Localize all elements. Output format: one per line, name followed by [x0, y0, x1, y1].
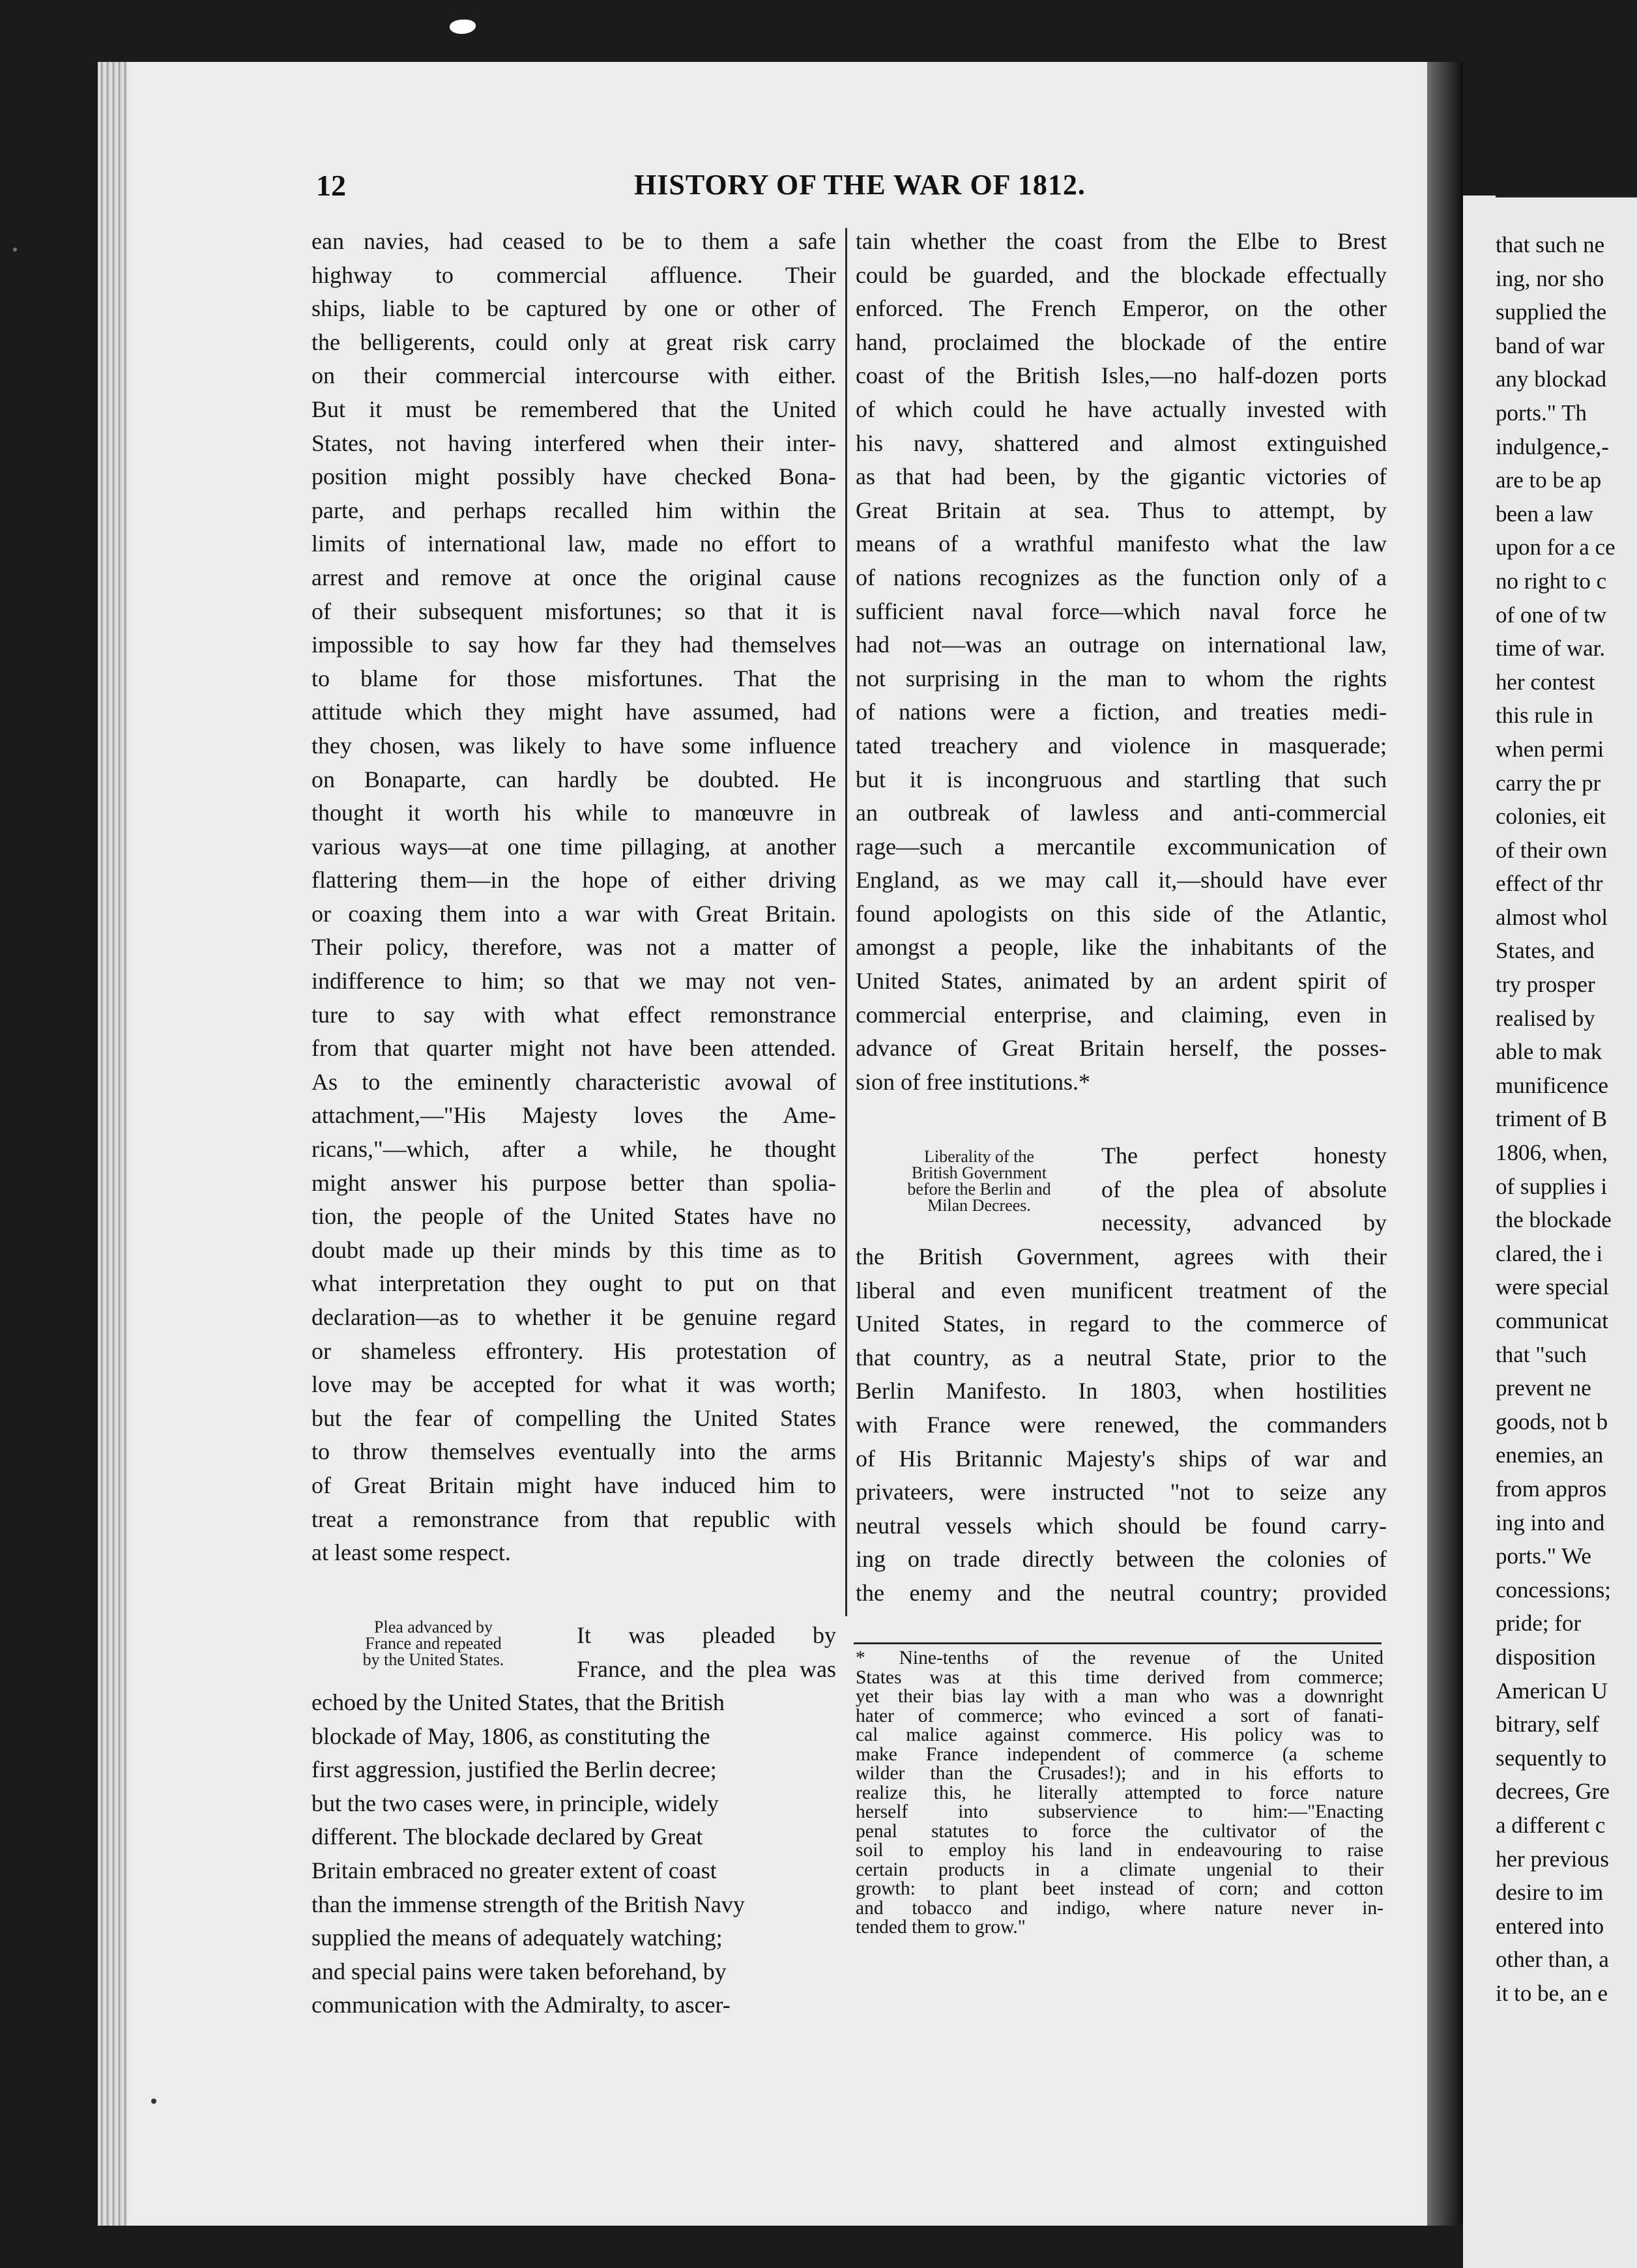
facing-page-line: no right to c	[1496, 568, 1607, 594]
text-line: neutral vessels which should be found carry-	[856, 1512, 1387, 1539]
text-line: or coaxing them into a war with Great Britain.	[311, 900, 836, 927]
text-line: hand, proclaimed the blockade of the entire	[856, 328, 1387, 355]
text-line: of their subsequent misfortunes; so that it is	[311, 598, 836, 624]
text-line: and special pains were taken beforehand, by	[311, 1958, 727, 1984]
text-line: position might possibly have checked Bona-	[311, 463, 836, 490]
text-line: to throw themselves eventually into the arms	[311, 1438, 836, 1465]
footnote-line: certain products in a climate ungenial to their	[856, 1859, 1383, 1880]
facing-page-line: of their own	[1496, 837, 1608, 863]
text-line: ships, liable to be captured by one or other of	[311, 295, 836, 322]
facing-page-line: it to be, an e	[1496, 1980, 1608, 2006]
facing-page-line: carry the pr	[1496, 770, 1601, 796]
text-line: arrest and remove at once the original cause	[311, 564, 836, 590]
footnote-line: hater of commerce; who evinced a sort of fanati-	[856, 1705, 1383, 1726]
text-line: echoed by the United States, that the British	[311, 1689, 725, 1715]
text-line: the belligerents, could only at great risk carry	[311, 328, 836, 355]
page-stack-edge	[98, 62, 127, 2226]
facing-page-line: bitrary, self	[1496, 1711, 1600, 1737]
footnote-rule	[854, 1642, 1382, 1644]
right-paragraph-start	[1101, 1139, 1387, 1240]
footnote-line: cal malice against commerce. His policy was to	[856, 1724, 1383, 1745]
text-line: parte, and perhaps recalled him within the	[311, 497, 836, 523]
text-line: different. The blockade declared by Great	[311, 1824, 703, 1850]
text-line: Their policy, therefore, was not a matter of	[311, 934, 836, 961]
text-line: commercial enterprise, and claiming, even in	[856, 1001, 1387, 1028]
text-line: could be guarded, and the blockade effectually	[856, 261, 1387, 288]
text-line: necessity, advanced by	[1101, 1210, 1387, 1236]
facing-page-line: communicat	[1496, 1308, 1609, 1333]
facing-page-line: ing, nor sho	[1496, 265, 1604, 291]
facing-page-line: States, and	[1496, 938, 1595, 964]
facing-page-line: that such ne	[1496, 232, 1605, 257]
facing-page-line: ports." We	[1496, 1543, 1591, 1569]
text-line: highway to commercial affluence. Their	[311, 261, 836, 288]
footnote-line: herself into subservience to him:—"Enacting	[856, 1801, 1383, 1822]
facing-page-line: time of war.	[1496, 635, 1606, 662]
text-line: what interpretation they ought to put on that	[311, 1270, 836, 1297]
text-line: they chosen, was likely to have some influence	[311, 732, 836, 759]
text-line: United States, in regard to the commerce of	[856, 1311, 1387, 1337]
text-line: rage—such a mercantile excommunication of	[856, 833, 1387, 860]
facing-page-line: clared, the i	[1496, 1240, 1603, 1266]
text-line: an outbreak of lawless and anti-commercial	[856, 800, 1387, 826]
facing-page-line: goods, not b	[1496, 1408, 1608, 1434]
text-line: of which could he have actually invested with	[856, 396, 1387, 422]
facing-page-line: decrees, Gre	[1496, 1779, 1610, 1805]
text-line: declaration—as to whether it be genuine regard	[311, 1304, 836, 1330]
text-line: love may be accepted for what it was worth;	[311, 1371, 836, 1398]
right-paragraph	[856, 1240, 1387, 1610]
sidenote-line: before the Berlin and	[907, 1180, 1051, 1199]
text-line: Great Britain at sea. Thus to attempt, by	[856, 497, 1387, 523]
text-line: France, and the plea was	[577, 1655, 836, 1682]
text-line: tated treachery and violence in masquerade;	[856, 732, 1387, 759]
text-line: As to the eminently characteristic avowal of	[311, 1068, 836, 1095]
running-title: HISTORY OF THE WAR OF 1812.	[634, 169, 1086, 201]
text-line: communication with the Admiralty, to ascer-	[311, 1992, 731, 2018]
text-line: attachment,—"His Majesty loves the Ame-	[311, 1102, 836, 1129]
sidenote-line: Milan Decrees.	[927, 1196, 1031, 1215]
right-sidenote	[867, 1148, 1092, 1214]
text-line: supplied the means of adequately watching;	[311, 1925, 723, 1951]
text-line: to blame for those misfortunes. That the	[311, 665, 836, 691]
facing-page-line: other than, a	[1496, 1947, 1609, 1973]
footnote-line: wilder than the Crusades!); and in his efforts to	[856, 1763, 1383, 1784]
facing-page-line: this rule in	[1496, 703, 1593, 729]
text-line: but it is incongruous and startling that such	[856, 766, 1387, 792]
facing-page-line: ports." Th	[1496, 400, 1587, 426]
text-line: that country, as a neutral State, prior to the	[856, 1344, 1387, 1371]
text-line: England, as we may call it,—should have ever	[856, 867, 1387, 894]
facing-page-text	[1463, 228, 1615, 2010]
footnote-line: realize this, he literally attempted to force nature	[856, 1782, 1383, 1803]
text-line: sufficient naval force—which naval force he	[856, 598, 1387, 624]
column-rule	[845, 228, 847, 1616]
footnote-line: growth: to plant beet instead of corn; and cotton	[856, 1878, 1383, 1899]
text-line: coast of the British Isles,—no half-dozen ports	[856, 362, 1387, 389]
text-line: at least some respect.	[311, 1539, 511, 1566]
text-line: his navy, shattered and almost extinguished	[856, 429, 1387, 456]
text-line: sion of free institutions.*	[856, 1068, 1090, 1095]
facing-page-line: indulgence,-	[1496, 433, 1609, 459]
facing-page-line: from appros	[1496, 1476, 1607, 1502]
facing-page-line: of one of tw	[1496, 602, 1607, 628]
facing-page-line: ing into and	[1496, 1509, 1605, 1535]
text-line: of His Britannic Majesty's ships of war and	[856, 1445, 1387, 1472]
facing-page-line: her previous	[1496, 1846, 1609, 1872]
text-line: or shameless effrontery. His protestation of	[311, 1337, 836, 1364]
left-column-text	[311, 225, 836, 1570]
text-line: impossible to say how far they had themselves	[311, 632, 836, 658]
facing-page-line: disposition	[1496, 1644, 1596, 1670]
text-line: tion, the people of the United States have no	[311, 1203, 836, 1230]
facing-page-line: a different c	[1496, 1812, 1606, 1838]
text-line: flattering them—in the hope of either driving	[311, 867, 836, 894]
facing-page-line: entered into	[1496, 1913, 1604, 1939]
facing-page-line: her contest	[1496, 669, 1595, 695]
facing-page-line: try prosper	[1496, 972, 1595, 998]
sidenote-line: Liberality of the	[924, 1147, 1034, 1166]
book-gutter	[1427, 62, 1463, 2226]
text-line: thought it worth his while to manœuvre in	[311, 800, 836, 826]
text-line: from that quarter might not have been attended.	[311, 1035, 836, 1062]
facing-page-line: of supplies i	[1496, 1173, 1608, 1199]
text-line: But it must be remembered that the United	[311, 396, 836, 422]
footnote-line: yet their bias lay with a man who was a downright	[856, 1686, 1383, 1707]
footnote-line: States was at this time derived from commerce;	[856, 1666, 1383, 1688]
sidenote-line: British Government	[911, 1163, 1047, 1182]
facing-page-line: are to be ap	[1496, 467, 1602, 493]
text-line: ean navies, had ceased to be to them a safe	[311, 228, 836, 254]
text-line: It was pleaded by	[577, 1622, 836, 1648]
footnote-line: make France independent of commerce (a scheme	[856, 1743, 1383, 1765]
text-line: Berlin Manifesto. In 1803, when hostilities	[856, 1378, 1387, 1404]
text-line: liberal and even munificent treatment of the	[856, 1277, 1387, 1303]
text-line: Britain embraced no greater extent of coast	[311, 1857, 717, 1883]
text-line: first aggression, justified the Berlin decree;	[311, 1756, 717, 1783]
text-line: tain whether the coast from the Elbe to Brest	[856, 228, 1387, 254]
footnote	[856, 1649, 1383, 1938]
facing-page-line: sequently to	[1496, 1745, 1607, 1771]
text-line: doubt made up their minds by this time as to	[311, 1236, 836, 1263]
facing-page-line: American U	[1496, 1678, 1608, 1704]
facing-page-line: when permi	[1496, 736, 1604, 762]
text-line: attitude which they might have assumed, had	[311, 699, 836, 725]
text-line: of Great Britain might have induced him to	[311, 1472, 836, 1498]
facing-page-line: that "such	[1496, 1341, 1587, 1367]
text-line: ing on trade directly between the colonies of	[856, 1546, 1387, 1573]
text-line: of nations recognizes as the function only of a	[856, 564, 1387, 590]
sidenote-line: France and repeated	[365, 1634, 502, 1653]
facing-page-line: pride; for	[1496, 1610, 1582, 1636]
text-line: found apologists on this side of the Atlantic,	[856, 900, 1387, 927]
text-line: than the immense strength of the British Navy	[311, 1891, 745, 1917]
facing-page-line: concessions;	[1496, 1577, 1611, 1603]
facing-page-line: were special	[1496, 1274, 1609, 1300]
text-line: as that had been, by the gigantic victories of	[856, 463, 1387, 490]
text-line: ture to say with what effect remonstrance	[311, 1001, 836, 1028]
text-line: on their commercial intercourse with either.	[311, 362, 836, 389]
text-line: United States, animated by an ardent spirit of	[856, 968, 1387, 995]
facing-page-line: any blockad	[1496, 366, 1607, 392]
text-line: States, not having interfered when their inter-	[311, 429, 836, 456]
facing-page-line: almost whol	[1496, 904, 1608, 930]
facing-page-line: triment of B	[1496, 1106, 1608, 1132]
scan-speck	[13, 248, 17, 252]
page-number: 12	[316, 169, 346, 202]
facing-page-rule	[1496, 196, 1637, 197]
facing-page-line: munificence	[1496, 1072, 1608, 1098]
facing-page-line: enemies, an	[1496, 1442, 1604, 1468]
text-line: of nations were a fiction, and treaties medi-	[856, 699, 1387, 725]
facing-page-line: able to mak	[1496, 1039, 1602, 1065]
facing-page-line: supplied the	[1496, 299, 1607, 325]
facing-page-line: realised by	[1496, 1005, 1595, 1031]
footnote-line: tended them to grow."	[856, 1917, 1026, 1938]
text-line: various ways—at one time pillaging, at another	[311, 833, 836, 860]
text-line: The perfect honesty	[1101, 1142, 1387, 1169]
left-paragraph-start	[577, 1619, 836, 1686]
text-line: but the two cases were, in principle, widely	[311, 1790, 719, 1816]
text-line: had not—was an outrage on international law,	[856, 632, 1387, 658]
text-line: not surprising in the man to whom the rights	[856, 665, 1387, 691]
text-line: advance of Great Britain herself, the posses-	[856, 1035, 1387, 1062]
text-line: ricans,"—which, after a while, he thought	[311, 1136, 836, 1163]
text-line: on Bonaparte, can hardly be doubted. He	[311, 766, 836, 792]
facing-page-line: effect of thr	[1496, 871, 1603, 897]
facing-page-fragment	[1463, 196, 1637, 2268]
facing-page-line: desire to im	[1496, 1880, 1604, 1906]
text-line: limits of international law, made no effort to	[311, 531, 836, 557]
facing-page-line: been a law	[1496, 501, 1593, 527]
right-column-text	[856, 225, 1387, 1099]
text-line: treat a remonstrance from that republic with	[311, 1505, 836, 1532]
sidenote-line: Plea advanced by	[374, 1618, 493, 1636]
footnote-line: penal statutes to force the cultivator of the	[856, 1820, 1383, 1842]
facing-page-line: the blockade	[1496, 1207, 1612, 1233]
text-line: indifference to him; so that we may not ven-	[311, 968, 836, 995]
page-header	[316, 168, 1372, 214]
footnote-line: * Nine-tenths of the revenue of the United	[856, 1648, 1383, 1668]
scan-speck	[151, 2099, 156, 2104]
text-line: the enemy and the neutral country; provided	[856, 1579, 1387, 1606]
footnote-line: soil to employ his land in endeavouring to raise	[856, 1840, 1383, 1861]
sidenote-line: by the United States.	[362, 1650, 504, 1669]
facing-page-line: colonies, eit	[1496, 804, 1606, 830]
left-sidenote	[326, 1619, 541, 1668]
facing-page-line: prevent ne	[1496, 1375, 1591, 1401]
left-paragraph	[311, 1686, 836, 2022]
text-line: blockade of May, 1806, as constituting the	[311, 1723, 710, 1749]
facing-page-line: band of war	[1496, 332, 1605, 358]
text-line: enforced. The French Emperor, on the other	[856, 295, 1387, 322]
text-line: the British Government, agrees with their	[856, 1243, 1387, 1270]
text-line: means of a wrathful manifesto what the law	[856, 531, 1387, 557]
facing-page-line: 1806, when,	[1496, 1140, 1608, 1166]
footnote-line: and tobacco and indigo, where nature never in-	[856, 1897, 1383, 1919]
text-line: with France were renewed, the commanders	[856, 1411, 1387, 1438]
text-line: might answer his purpose better than spolia-	[311, 1169, 836, 1196]
text-line: privateers, were instructed "not to seize any	[856, 1479, 1387, 1505]
text-line: of the plea of absolute	[1101, 1176, 1387, 1202]
facing-page-line: upon for a ce	[1496, 534, 1615, 560]
text-line: but the fear of compelling the United States	[311, 1404, 836, 1431]
text-line: amongst a people, like the inhabitants of the	[856, 934, 1387, 961]
